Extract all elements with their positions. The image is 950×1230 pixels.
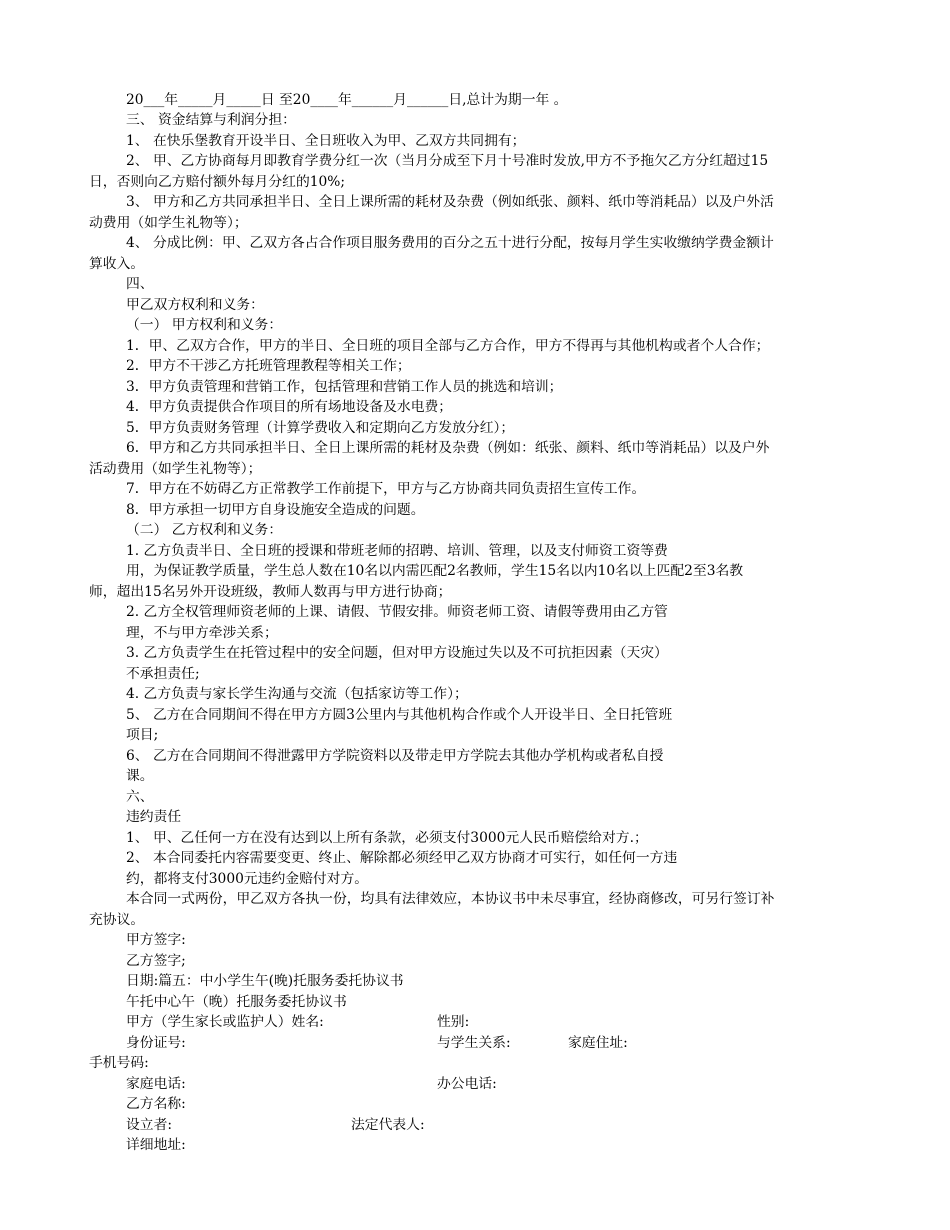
section-4-heading: 甲乙双方权利和义务： [126,297,264,313]
detailed-address-label: 详细地址: [126,1137,186,1153]
date-and-article-title: 日期:篇五：中小学生午(晚)托服务委托协议书 [126,973,404,989]
clause-3-2: 2、 甲、乙方协商每月即教育学费分红一次（当月分成至下月十号准时发放,甲方不予拖欠乙方分红超过15 [126,153,769,169]
founder-label: 设立者: [126,1117,173,1133]
clause-3-2-cont: 日，否则向乙方赔付额外每月分红的10%; [89,174,346,190]
clause-3-4-cont: 算收入。 [89,256,145,272]
party-a-item-1: 1．甲、乙双方合作，甲方的半日、全日班的项目全部与乙方合作，甲方不得再与其他机构或者个人合作； [126,338,770,354]
office-phone-label: 办公电话: [437,1076,497,1092]
breach-clause-2-cont: 约，都将支付3000元违约金赔付对方。 [126,871,369,887]
party-a-item-6: 6．甲方和乙方共同承担半日、全日上课所需的耗材及杂费（例如：纸张、颜料、纸巾等消耗品）以及户外 [126,440,770,456]
gender-label: 性别: [437,1014,470,1030]
party-a-item-6-cont: 活动费用（如学生礼物等）； [89,461,262,477]
clause-3-3-cont: 动费用（如学生礼物等）； [89,215,248,231]
party-a-item-7: 7．甲方在不妨碍乙方正常教学工作前提下，甲方与乙方协商共同负责招生宣传工作。 [126,481,646,497]
clause-3-1: 1、 在快乐堡教育开设半日、全日班收入为甲、乙双方共同拥有； [126,133,526,149]
party-b-item-3: 3. 乙方负责学生在托管过程中的安全问题，但对甲方设施过失以及不可抗拒因素（天灾） [126,645,668,661]
party-a-name-label: 甲方（学生家长或监护人）姓名: [126,1014,324,1030]
id-number-label: 身份证号: [126,1035,186,1051]
party-a-item-4: 4．甲方负责提供合作项目的所有场地设备及水电费； [126,399,453,415]
section-4-number: 四、 [126,276,154,292]
party-b-item-1-cont: 用，为保证教学质量，学生总人数在10名以内需匹配2名教师，学生15名以内10名以上匹配2至3名教 [126,563,744,579]
party-b-item-5-cont: 项目; [126,727,159,743]
party-b-item-2-cont: 理，不与甲方牵涉关系； [126,625,278,641]
section-3-heading: 三、 资金结算与利润分担： [126,112,296,128]
party-b-item-5: 5、 乙方在合同期间不得在甲方方圆3公里内与其他机构合作或个人开设半日、全日托管班 [126,707,673,723]
party-a-item-2: 2．甲方不干涉乙方托班管理教程等相关工作； [126,358,411,374]
party-b-heading: （二） 乙方权利和义务： [126,522,283,538]
mobile-label: 手机号码: [89,1055,149,1071]
party-a-item-8: 8．甲方承担一切甲方自身设施安全造成的问题。 [126,502,425,518]
section-6-heading: 违约责任 [126,809,182,825]
party-b-item-3-cont: 不承担责任; [126,666,200,682]
clause-3-3: 3、 甲方和乙方共同承担半日、全日上课所需的耗材及杂费（例如纸张、颜料、纸巾等消耗品）以及户外活 [126,194,774,210]
breach-clause-1: 1、 甲、乙任何一方在没有达到以上所有条款，必须支付3000元人民币赔偿给对方.； [126,830,648,846]
party-b-name-label: 乙方名称: [126,1096,186,1112]
party-a-signature: 甲方签字: [126,932,186,948]
party-b-item-1-cont2: 师，超出15名另外开设班级，教师人数再与甲方进行协商； [89,584,452,600]
breach-clause-2: 2、 本合同委托内容需要变更、终止、解除都必须经甲乙双方协商才可实行，如任何一方违 [126,850,678,866]
home-address-label: 家庭住址: [568,1035,628,1051]
relation-label: 与学生关系: [437,1035,511,1051]
party-b-item-6: 6、 乙方在合同期间不得泄露甲方学院资料以及带走甲方学院去其他办学机构或者私自授 [126,748,664,764]
party-b-item-4: 4. 乙方负责与家长学生沟通与交流（包括家访等工作）； [126,686,468,702]
agreement-title: 午托中心午（晚）托服务委托协议书 [126,994,347,1010]
party-a-item-3: 3．甲方负责管理和营销工作，包括管理和营销工作人员的挑选和培训； [126,379,563,395]
legal-rep-label: 法定代表人: [351,1117,425,1133]
contract-term-line: 20___年_____月_____日 至20____年______月______日,总计为期一年 。 [126,92,568,108]
party-a-item-5: 5．甲方负责财务管理（计算学费收入和定期向乙方发放分红）； [126,420,515,436]
party-b-item-1: 1. 乙方负责半日、全日班的授课和带班老师的招聘、培训、管理，以及支付师资工资等费 [126,543,668,559]
section-6-number: 六、 [126,789,154,805]
party-b-item-2: 2. 乙方全权管理师资老师的上课、请假、节假安排。师资老师工资、请假等费用由乙方管 [126,604,668,620]
party-a-heading: （一） 甲方权利和义务： [126,317,283,333]
party-b-item-6-cont: 课。 [126,768,154,784]
party-b-signature: 乙方签字; [126,953,186,969]
clause-3-4: 4、 分成比例：甲、乙双方各占合作项目服务费用的百分之五十进行分配，按每月学生实收缴纳学费金额计 [126,235,774,251]
home-phone-label: 家庭电话: [126,1076,186,1092]
closing-statement: 本合同一式两份，甲乙双方各执一份，均具有法律效应，本协议书中未尽事宜，经协商修改，可另行签订补 [126,891,775,907]
closing-statement-cont: 充协议。 [89,912,145,928]
